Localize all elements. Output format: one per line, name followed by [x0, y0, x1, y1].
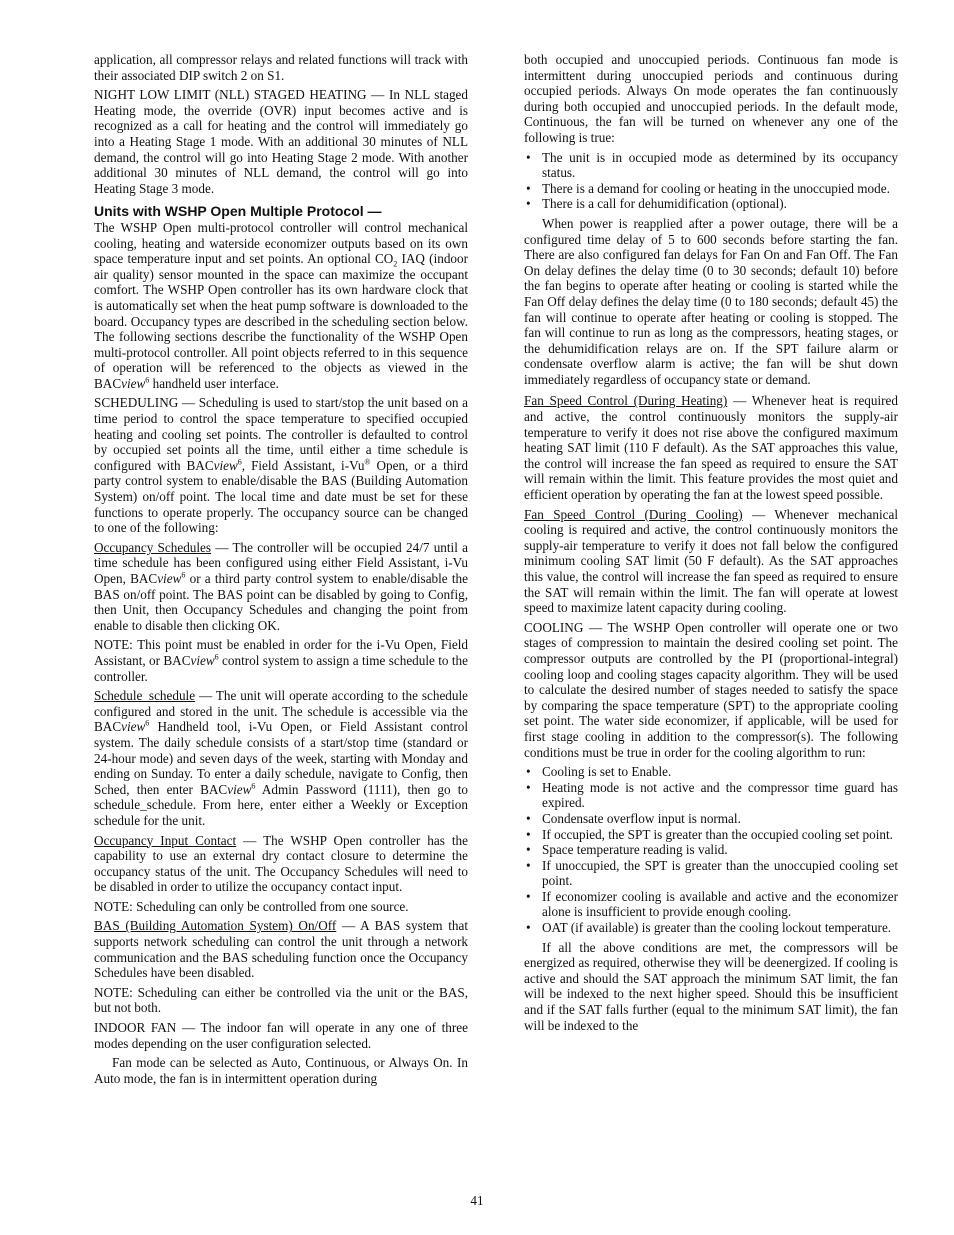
paragraph-scheduling: SCHEDULING — Scheduling is used to start/stop the unit based on a time period to control the space temperature to specified occupied heating and cooling set points. The controller is defaulted to control by occupied set points all the time, until either a time schedule is configured with BACview$^6$, Field Assistant, i-Vu® Open, or a third party control system to enable/disable the BAS (Building Automation System) on/off point. The local time and date must be set for these functions to operate properly. The occupancy source can be changed to one of the following:: [94, 395, 468, 536]
list-item: • Heating mode is not active and the compressor time guard has expired.: [524, 780, 898, 811]
section-heading: Units with WSHP Open Multiple Protocol —: [94, 203, 382, 220]
occupancy-input-contact-title: Occupancy Input Contact: [94, 832, 237, 848]
list-item: • Space temperature reading is valid.: [524, 842, 898, 858]
paragraph-fan-speed-heating: Fan Speed Control (During Heating) — Whenever heat is required and active, the control continuously monitors the supply-air temperature to verify it does not rise above the configured maximum heating SAT limit (110 F default). As the SAT approaches this value, the control will increase the fan speed as required to ensure the SAT will remain within the limit. This feature provides the most quiet and efficient operation by operating the fan at the lowest speed possible.: [524, 393, 898, 503]
fan-conditions-list: [524, 150, 898, 212]
list-item: • There is a demand for cooling or heating in the unoccupied mode.: [524, 181, 898, 197]
fan-speed-cooling-title: Fan Speed Control (During Cooling): [524, 506, 743, 522]
list-item: • If economizer cooling is available and active and the economizer alone is insufficient to provide enough cooling.: [524, 889, 898, 920]
paragraph-wshp-open: Units with WSHP Open Multiple Protocol — The WSHP Open multi-protocol controller will control mechanical cooling, heating and waterside economizer outputs based on its own space temperature input and set points. An optional $CO_2$ IAQ (indoor air quality) sensor mounted in the space can maximize the occupant comfort. The WSHP Open controller has its own hardware clock that is automatically set when the heat pump software is downloaded to the board. Occupancy types are described in the scheduling section below. The following sections describe the functionality of the WSHP Open multi-protocol controller. All point objects referred to in this sequence of operation will be referenced to the objects as viewed in the BACview$^6$ handheld user interface.: [94, 203, 468, 391]
paragraph-occupancy-schedules: Occupancy Schedules — The controller will be occupied 24/7 until a time schedule has been configured using either Field Assistant, i-Vu Open, BACview$^6$ or a third party control system to enable/disable the BAS on/off point. The BAS point can be disabled by going to Config, then Unit, then Occupancy Schedules and changing the point from enable to disable then clicking OK.: [94, 539, 468, 633]
left-column: [94, 52, 468, 1090]
list-item: • Cooling is set to Enable.: [524, 764, 898, 780]
bas-on-off-title: BAS (Building Automation System) On/Off: [94, 918, 337, 934]
right-column: [524, 52, 898, 1037]
list-item: • The unit is in occupied mode as determined by its occupancy status.: [524, 150, 898, 181]
paragraph-fan-continued: both occupied and unoccupied periods. Continuous fan mode is intermittent during unoccupied periods and continuous during occupied periods. Always On mode operates the fan continuously during both occupied and unoccupied periods. In the default mode, Continuous, the fan will be turned on whenever any one of the following is true:: [524, 52, 898, 145]
occupancy-schedules-title: Occupancy Schedules: [94, 539, 212, 555]
paragraph-night-low-limit: NIGHT LOW LIMIT (NLL) STAGED HEATING — In NLL staged Heating mode, the override (OVR) input becomes active and is recognized as a call for heating and the control will immediately go into a Heating Stage 1 mode. With an additional 30 minutes of NLL demand, the control will go into Heating Stage 2 mode. With another additional 30 minutes of NLL demand, the control will go into Heating Stage 3 mode.: [94, 87, 468, 196]
paragraph-intro: application, all compressor relays and related functions will track with their associated DIP switch 2 on S1.: [94, 52, 468, 83]
list-item: • If unoccupied, the SPT is greater than the unoccupied cooling set point.: [524, 858, 898, 889]
paragraph-indoor-fan: INDOOR FAN — The indoor fan will operate in any one of three modes depending on the user configuration selected.: [94, 1020, 468, 1051]
paragraph-fan-mode: Fan mode can be selected as Auto, Continuous, or Always On. In Auto mode, the fan is in intermittent operation during: [94, 1055, 468, 1086]
note-unit-or-bas: NOTE: Scheduling can either be controlled via the unit or the BAS, but not both.: [94, 984, 468, 1016]
paragraph-power-reapplied: When power is reapplied after a power outage, there will be a configured time delay of 5 to 600 seconds before starting the fan. There are also configured fan delays for Fan On and Fan Off. The Fan On delay defines the delay time (0 to 30 seconds; default 10) before the fan begins to operate after heating or cooling is started while the Fan Off delay defines the delay time (0 to 180 seconds; default 45) the fan will continue to operate after heating or cooling is stopped. The fan will continue to run as long as the compressors, heating stages, or the dehumidification relays are on. If the SPT failure alarm or condensate overflow alarm is active; the fan will be shut down immediately regardless of occupancy state or demand.: [524, 215, 898, 387]
schedule-schedule-title: Schedule_schedule: [94, 688, 196, 704]
cooling-conditions-list: [524, 764, 898, 936]
list-item: • There is a call for dehumidification (optional).: [524, 196, 898, 212]
paragraph-fan-speed-cooling: Fan Speed Control (During Cooling) — Whenever mechanical cooling is required and active, the control continuously monitors the supply-air temperature to verify it does not fall below the configured minimum cooling SAT limit (50 F default). As the SAT approaches this value, the control will increase the fan speed as required to ensure the SAT will remain within the limit. The fan will operate at lowest speed to maximize latent capacity during cooling.: [524, 506, 898, 616]
fan-speed-heating-title: Fan Speed Control (During Heating): [524, 393, 728, 409]
paragraph-schedule-schedule: Schedule_schedule — The unit will operate according to the schedule configured and stored in the unit. The schedule is accessible via the BACview$^6$ Handheld tool, i-Vu Open, or Field Assistant control system. The daily schedule consists of a start/stop time (standard or 24-hour mode) and seven days of the week, starting with Monday and ending on Sunday. To enter a daily schedule, navigate to Config, then Sched, then enter BACview$^6$ Admin Password (1111), then go to schedule_schedule. From here, enter either a Weekly or Exception schedule for the unit.: [94, 688, 468, 828]
list-item: • OAT (if available) is greater than the cooling lockout temperature.: [524, 920, 898, 936]
note-point-enabled: NOTE: This point must be enabled in order for the i-Vu Open, Field Assistant, or BACview$^6$ control system to assign a time schedule to the controller.: [94, 637, 468, 684]
page-number: 41: [470, 1193, 484, 1208]
paragraph-bas-on-off: BAS (Building Automation System) On/Off — A BAS system that supports network scheduling can control the unit through a network communication and the BAS scheduling function once the Occupancy Schedules have been disabled.: [94, 918, 468, 981]
list-item: • Condensate overflow input is normal.: [524, 811, 898, 827]
note-one-source: NOTE: Scheduling can only be controlled from one source.: [94, 898, 409, 914]
list-item: • If occupied, the SPT is greater than the occupied cooling set point.: [524, 827, 898, 843]
paragraph-occupancy-input-contact: Occupancy Input Contact — The WSHP Open controller has the capability to use an external dry contact closure to determine the occupancy status of the unit. The Occupancy Schedules will need to be disabled in order to utilize the occupancy contact input.: [94, 832, 468, 895]
paragraph-compressors-energized: If all the above conditions are met, the compressors will be energized as required, otherwise they will be deenergized. If cooling is active and should the SAT approach the minimum SAT limit, the fan will be indexed to the next higher speed. Should this be insufficient and if the SAT falls further (equal to the minimum SAT limit), the fan will be indexed to the: [524, 939, 898, 1033]
paragraph-cooling: COOLING — The WSHP Open controller will operate one or two stages of compression to maintain the desired cooling set point. The compressor outputs are controlled by the PI (proportional-integral) cooling loop and cooling stages capacity algorithm. They will be used to calculate the desired number of stages needed to satisfy the space by comparing the space temperature (SPT) to the appropriate cooling set point. The water side economizer, if applicable, will be used for first stage cooling in addition to the compressor(s). The following conditions must be true in order for the cooling algorithm to run:: [524, 619, 898, 760]
